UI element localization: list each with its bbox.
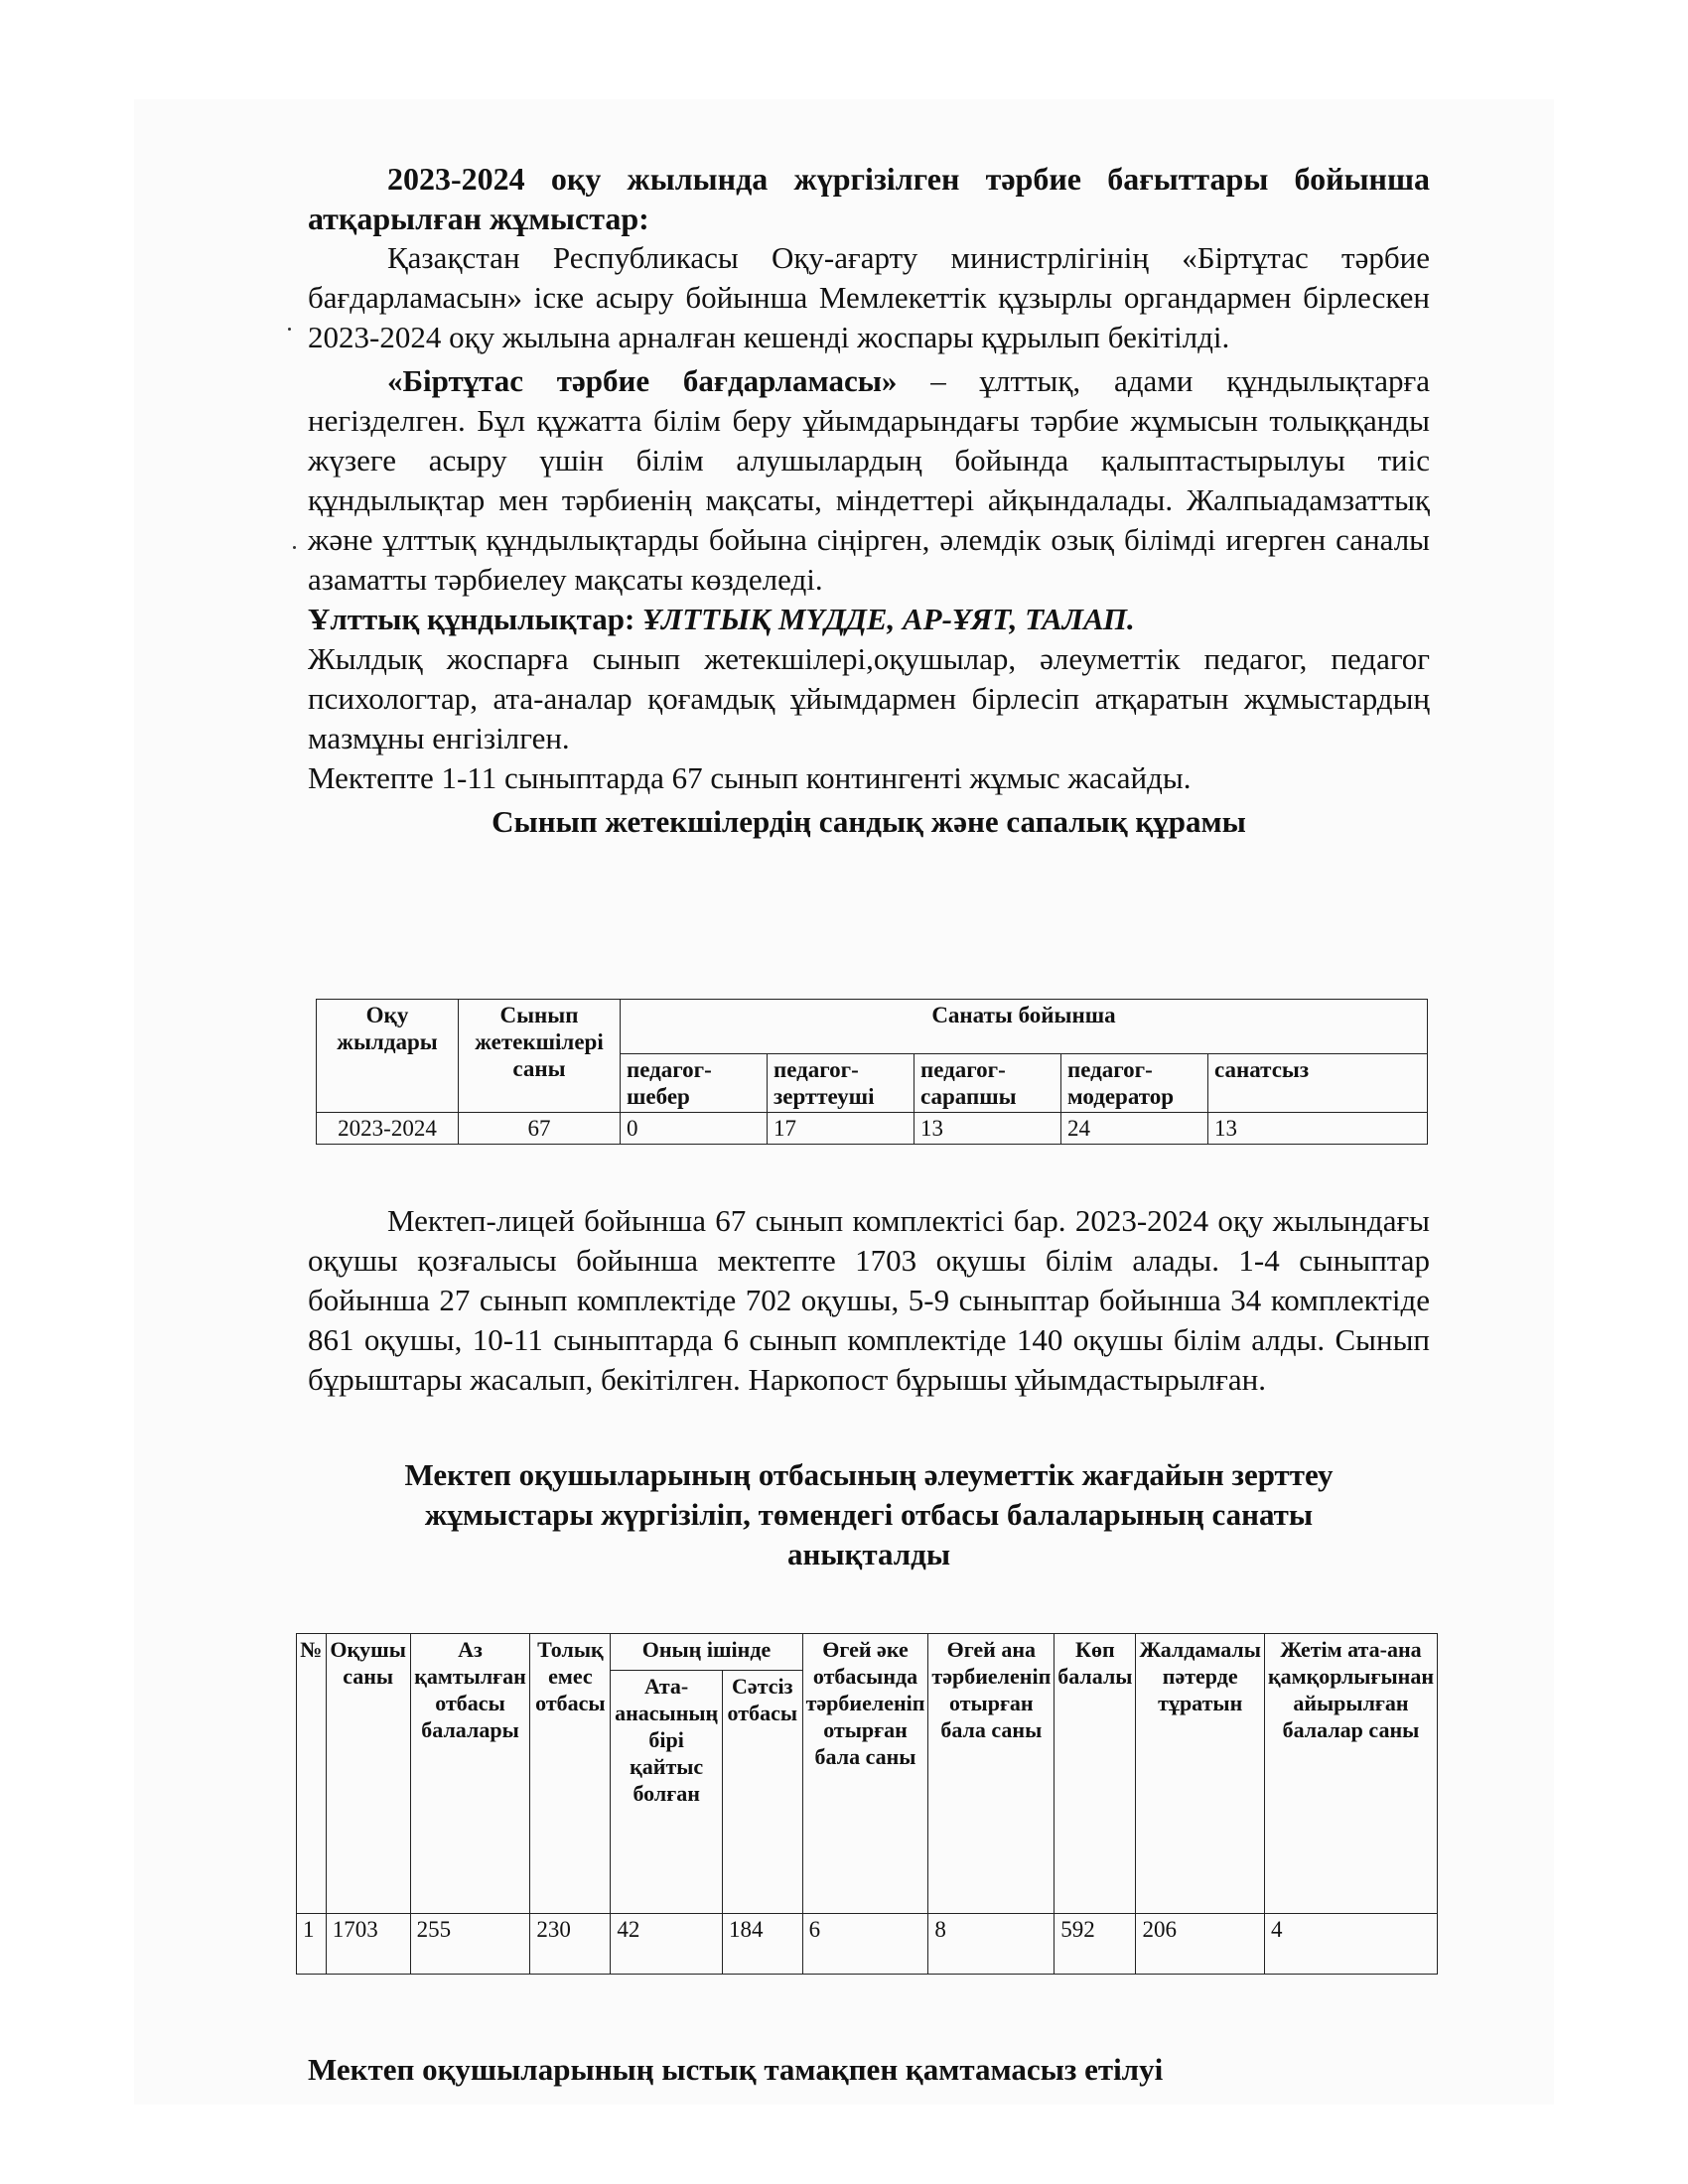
header-category: Санаты бойынша <box>621 1000 1428 1054</box>
program-name: «Біртұтас тәрбие бағдарламасы» <box>387 363 898 398</box>
header-including: Оның ішінде <box>611 1634 802 1671</box>
document-body <box>300 159 1434 2087</box>
cell-dysfunctional: 184 <box>722 1914 802 1975</box>
paragraph-1: Қазақстан Республикасы Оқу-ағарту министрлігінің «Біртұтас тәрбие бағдарламасын» іске асыру бойынша Мемлекеттік құзырлы органдармен бірлескен 2023-2024 оқу жылына арналған кешенді жоспары құрылып бекітілді. <box>308 240 1430 354</box>
footer-heading: Мектеп оқушыларының ыстық тамақпен қамтамасыз етілуі <box>308 2052 1164 2087</box>
paragraph-5: Мектеп-лицей бойынша 67 сынып комплектісі бар. 2023-2024 оқу жылындағы оқушы қозғалысы бойынша мектепте 1703 оқушы білім алады. 1-4 сыныптар бойынша 27 сынып комплектіде 702 оқушы, 5-9 сыныптар бойынша 34 комплектіде 861 оқушы, 10-11 сыныптарда 6 сынып комплектіде 140 оқушы білім алды. Сынып бұрыштары жасалып, бекітілген. Наркопост бұрышы ұйымдастырылған. <box>308 1203 1430 1397</box>
header-parent-deceased: Ата-анасының бірі қайтыс болған <box>611 1671 723 1914</box>
cell-expert: 13 <box>914 1113 1061 1145</box>
cell-master: 0 <box>621 1113 768 1145</box>
paragraph-2 <box>308 361 1430 600</box>
paragraph-2-text: – ұлттық, адами құндылықтарға негізделген. Бұл құжатта білім беру ұйымдарындағы тәрбие жұмысын толыққанды жүзеге асыру үшін білім алушылардың бойында қалыптастырылуы тиіс құндылықтар мен тәрбиенің мақсаты, міндеттері айқындалады. Жалпыадамзаттық және ұлттық құндылықтарды бойына сіңірген, әлемдік озық білімді игерген саналы азаматты тәрбиелеу мақсаты көзделеді. <box>308 363 1430 597</box>
cell-rented: 206 <box>1136 1914 1264 1975</box>
table-row <box>297 1914 1438 1975</box>
header-stepfather: Өгей әке отбасында тәрбиеленіп отырған бала саны <box>802 1634 928 1914</box>
cell-large-family: 592 <box>1055 1914 1136 1975</box>
cell-stepfather: 6 <box>802 1914 928 1975</box>
header-expert: педагог-сарапшы <box>914 1054 1061 1113</box>
cell-parent-deceased: 42 <box>611 1914 723 1975</box>
header-uncategorized: санатсыз <box>1208 1054 1428 1113</box>
cell-moderator: 24 <box>1061 1113 1208 1145</box>
paragraph-3: Жылдық жоспарға сынып жетекшілері,оқушылар, әлеуметтік педагог, педагог психологтар, ата-аналар қоғамдық ұйымдармен бірлесіп атқаратын жұмыстардың мазмұны енгізілген. <box>308 641 1430 755</box>
header-master: педагог-шебер <box>621 1054 768 1113</box>
cell-uncategorized: 13 <box>1208 1113 1428 1145</box>
cell-low-income: 255 <box>410 1914 530 1975</box>
values-items: ҰЛТТЫҚ МҮДДЕ, АР-ҰЯТ, ТАЛАП. <box>642 602 1135 636</box>
cell-students: 1703 <box>326 1914 410 1975</box>
values-label: Ұлттық құндылықтар: <box>308 602 643 636</box>
scan-dot <box>288 328 291 331</box>
header-researcher: педагог-зерттеуші <box>768 1054 914 1113</box>
cell-researcher: 17 <box>768 1113 914 1145</box>
section-heading: 2023-2024 оқу жылында жүргізілген тәрбие бағыттары бойынша атқарылған жұмыстар: <box>308 161 1430 236</box>
national-values <box>308 600 1430 639</box>
header-low-income: Аз қамтылған отбасы балалары <box>410 1634 530 1914</box>
header-rented: Жалдамалы пәтерде тұратын <box>1136 1634 1264 1914</box>
table1-title: Сынып жетекшілердің сандық және сапалық құрамы <box>492 804 1246 839</box>
cell-stepmother: 8 <box>928 1914 1055 1975</box>
header-moderator: педагог-модератор <box>1061 1054 1208 1113</box>
cell-incomplete: 230 <box>530 1914 611 1975</box>
header-count: Сынып жетекшілері саны <box>459 1000 621 1113</box>
header-dysfunctional: Сәтсіз отбасы <box>722 1671 802 1914</box>
scan-dot <box>293 546 296 549</box>
social-status-table <box>296 1633 1438 1975</box>
header-incomplete: Толық емес отбасы <box>530 1634 611 1914</box>
document-page <box>134 99 1554 2105</box>
class-teachers-table <box>316 999 1428 1145</box>
header-large-family: Көп балалы <box>1055 1634 1136 1914</box>
paragraph-4: Мектепте 1-11 сыныптарда 67 сынып контингенті жұмыс жасайды. <box>308 760 1192 795</box>
cell-orphan: 4 <box>1264 1914 1437 1975</box>
table2-title: Мектеп оқушыларының отбасының әлеуметтік жағдайын зерттеу жұмыстары жүргізіліп, төмендегі отбасы балаларының санаты анықталды <box>404 1457 1334 1571</box>
cell-year: 2023-2024 <box>317 1113 459 1145</box>
header-no: № <box>297 1634 327 1914</box>
lower-section <box>308 1201 1430 1574</box>
header-students: Оқушы саны <box>326 1634 410 1914</box>
header-orphan: Жетім ата-ана қамқорлығынан айырылған балалар саны <box>1264 1634 1437 1914</box>
table-row <box>317 1113 1428 1145</box>
cell-no: 1 <box>297 1914 327 1975</box>
cell-count: 67 <box>459 1113 621 1145</box>
header-stepmother: Өгей ана тәрбиеленіп отырған бала саны <box>928 1634 1055 1914</box>
header-year: Оқу жылдары <box>317 1000 459 1113</box>
